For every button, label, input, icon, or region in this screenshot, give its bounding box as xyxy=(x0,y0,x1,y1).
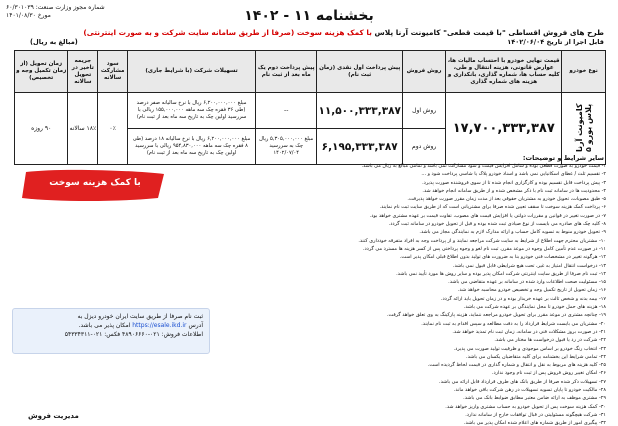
final-price: ۱۷,۷۰۰,۳۳۳,۳۸۷ xyxy=(446,93,562,165)
th-model: نوع خودرو xyxy=(562,51,606,93)
info-suffix: امکان پذیر می باشد. xyxy=(78,322,131,329)
plan-name: طرح های فروش اقساطی "با قیمت قطعی" کامیونت آرنا پلاس xyxy=(374,28,604,37)
table-header-row xyxy=(15,51,606,93)
prepay1-row2: ۶,۱۹۵,۳۳۳,۳۸۷ xyxy=(317,129,402,165)
plan-highlight: با کمک هزینه سوخت (صرفا از طریق سامانه سایت شرکت و به صورت اینترنتی) xyxy=(83,28,372,37)
condition-item: ۲۳- انتخاب رنگ خودرو بر اساس موجودی و ظرفیت تولید صورت می پذیرد. xyxy=(453,345,606,352)
table-row xyxy=(15,93,606,129)
facility-row2: مبلغ ۶,۲۰۰,۰۰۰,۰۰۰ ریال با نرخ سالیانه ۱۸ درصد (طی ۸ فقره چک سه ماهه ۹۵۴,۸۳۰,۰۰۰ ریالی با سررسید اولین چک به تاریخ سه ماه بعد از ثبت نام) xyxy=(128,129,256,165)
condition-item: ۲۵- کلیه هزینه های مربوط به نقل و انتقال و شماره گذاری در قیمت لحاظ گردیده است. xyxy=(427,362,606,369)
sales-management-signature: مدیریت فروش xyxy=(28,412,79,420)
condition-item: ۱۳- درخواست انتقال امتیاز به غیر، تحت هیچ شرایطی قابل قبول نمی باشد. xyxy=(452,262,606,269)
prepay1-row1: ۱۱,۵۰۰,۳۳۳,۳۸۷ xyxy=(317,93,402,129)
prepay2-row1: -- xyxy=(255,93,316,129)
price-table xyxy=(14,50,606,165)
plan-dates-row xyxy=(30,38,604,46)
registration-info-box xyxy=(12,308,210,354)
th-profit: سود مشارکت سالانه xyxy=(98,51,128,93)
condition-item: ۹- تحویل خودرو منوط به تسویه کامل حساب و ارائه مدارک لازم به نمایندگی مجاز می باشد. xyxy=(419,229,606,236)
th-delivery: زمان تحویل (از زمان تکمیل وجه و تخصیص) xyxy=(15,51,68,93)
currency-note: (مبالغ به ریال) xyxy=(30,38,78,46)
condition-item: ۱۷- بیمه بدنه و شخص ثالث بر عهده خریدار بوده و در زمان تحویل باید ارائه گردد. xyxy=(440,295,606,302)
th-price: قیمت نهایی خودرو با احتساب مالیات ها، عوارض قانونی، هزینه انتقال و طی، کلیه حساب ها، شماره گذاری، بانکداری و هزینه های شماره گذاری xyxy=(446,51,562,93)
condition-item: ۱۴- ثبت نام صرفا از طریق سایت اینترنتی شرکت امکان پذیر بوده و سایر روش ها مورد تأیید نمی باشد. xyxy=(396,270,606,277)
method-2: روش دوم xyxy=(402,129,445,165)
condition-item: ۱- قیمت خودرو به صورت قطعی بوده و شامل افزایش قیمت و سود مشارکت نمی باشد و تمامی مبالغ به ریال می باشد. xyxy=(361,163,606,169)
plan-subtitle xyxy=(30,28,604,37)
condition-item: ۵- طبق مصوبات، تحویل خودرو به مشتریان حقوقی بعد از مدت زمان مقرر صورت خواهد پذیرفت. xyxy=(407,196,606,203)
condition-item: ۷- در صورت تغییر در قوانین و مقررات دولتی یا افزایش قیمت های مصوب، تفاوت قیمت بر عهده مشتری خواهد بود. xyxy=(369,212,606,219)
condition-item: ۱۶- زمان تحویل از تاریخ تکمیل وجه و تخصیص خودرو محاسبه خواهد شد. xyxy=(457,287,606,294)
condition-item: ۲۲- شرکت در رد یا قبول درخواست ها مختار می باشد. xyxy=(494,337,606,344)
condition-item: ۴- محدودیت ها در سامانه ثبت نام با ذکر مشخص شده و از طریق سامانه انجام خواهد شد. xyxy=(422,187,606,194)
condition-item: ۱۸- هزینه های حمل خودرو تا محل نمایندگی بر عهده شرکت می باشد. xyxy=(463,304,606,311)
condition-item: ۳۲- پیگیری امور از طریق شماره های اعلام شده امکان پذیر می باشد. xyxy=(463,420,606,426)
permit-date: ۱۴۰۱/۰۸/۳۰ مورخ xyxy=(6,12,51,19)
condition-item: ۱۱- در صورت عدم تأمین کامل وجوه در موعد مقرر، ثبت نام لغو و وجوه پرداختی پس از کسر هزینه ها مسترد می گردد. xyxy=(362,245,606,252)
condition-item: ۲۱- در صورت بروز مشکلات فنی در سامانه، زمان ثبت نام تمدید خواهد شد. xyxy=(452,328,606,335)
th-penalty: جریمه تاخیر در تحویل سالانه xyxy=(68,51,98,93)
fuel-support-text: با کمک هزینه سوخت xyxy=(49,178,141,188)
condition-item: ۲- تقسیم ثلث / عطای اسکانیایی نمی باشد و اسناد خودرو پلاک یا شاسی پرداخت شود و ... xyxy=(421,171,606,178)
condition-item: ۶- پرداخت کمک هزینه سوخت تا سقف تعیین شده صرفا برای مشتریانی است که از طریق سایت ثبت نام نمایند. xyxy=(379,204,606,211)
condition-item: ۲۷- تسهیلات ذکر شده صرفا از طریق بانک های طرف قرارداد قابل ارائه می باشد. xyxy=(439,378,606,385)
th-prepay2: پیش پرداخت دوم یک ماه بعد از ثبت نام xyxy=(255,51,316,93)
condition-item: ۱۵- مسئولیت صحت اطلاعات وارد شده در سامانه بر عهده متقاضی می باشد. xyxy=(448,279,606,286)
delivery-cell: ۹۰ روزه xyxy=(15,93,68,165)
esale-link[interactable]: https://esale.ikd.ir xyxy=(132,322,187,329)
prepay2-row2: مبلغ ۵,۳۰۵,۰۰۰,۰۰۰ ریال چک به سررسید ۱۴۰۲/۰۷/۰۴ xyxy=(255,129,316,165)
condition-item: ۳- پیش پرداخت قابل تقسیم بوده و کارگزاری انجام شده تا از سوی فروشنده صورت پذیرد. xyxy=(422,179,606,186)
condition-item: ۳۱- شرکت هیچگونه مسئولیتی در قبال توافقات خارج از سامانه ندارد. xyxy=(465,411,606,418)
facility-row1: مبلغ ۶,۲۰۰,۰۰۰,۰۰۰ ریال با نرخ سالیانه صفر درصد (طی ۳۶ فقره چک سه ماهه ۱۵۵,۰۰۰,۰۰۰ ریالی با سررسید اولین چک به تاریخ سه ماه بعد از ثبت نام) xyxy=(128,93,256,129)
info-prefix: آدرس xyxy=(188,322,203,329)
condition-item: ۲۴- تمامی شرایط این بخشنامه برای کلیه متقاضیان یکسان می باشد. xyxy=(466,353,606,360)
info-line-2 xyxy=(19,321,203,330)
condition-item: ۲۹- مشتری موظف به ارائه ضامن معتبر مطابق ضوابط بانک می باشد. xyxy=(463,395,606,402)
condition-item: ۲۰- مشتریان می بایست شرایط قرارداد را به دقت مطالعه و سپس اقدام به ثبت نام نمایند. xyxy=(421,320,606,327)
condition-item: ۸- کلیه چک های صادره می بایست از نوع صیادی ثبت شده بوده و قبل از تحویل خودرو در سامانه ثبت گردد. xyxy=(388,221,606,228)
condition-item: ۱۲- هرگونه تغییر در مشخصات فنی خودرو بنا به ضرورت های تولید بدون اطلاع قبلی امکان پذیر است. xyxy=(399,254,606,261)
info-line-1: ثبت نام صرفا از طریق سایت ایران خودرو دیزل به xyxy=(77,313,203,320)
th-facility: تسهیلات شرکت (با شرایط جاری) xyxy=(128,51,256,93)
conditions-title: سایر شرایط و توضیحات: xyxy=(522,154,604,162)
profit-cell: ۰٪ xyxy=(98,93,128,165)
info-line-3: اطلاعات فروش: ۰۲۱-۴۸۹۰۶۶۶۰ فکس: ۰۲۱-۵۴۳۳۴۳۱۱ xyxy=(64,331,203,338)
effective-date: قابل اجرا از تاریخ ۱۴۰۲/۰۶/۰۴ xyxy=(507,38,604,46)
condition-item: ۲۶- امکان تغییر روش فروش پس از ثبت نام وجود ندارد. xyxy=(491,370,606,377)
permit-number: شماره مجوز وزارت صنعت: ۶۰/۳۰۱۰۳۹ xyxy=(6,4,105,11)
th-prepay1: پیش پرداخت اول نقدی (زمان ثبت نام) xyxy=(317,51,402,93)
penalty-cell: ۱۸٪ سالانه xyxy=(68,93,98,165)
condition-item: ۱۹- چنانچه مشتری در موعد مقرر برای تحویل خودرو مراجعه ننماید، هزینه پارکینگ به وی تعلق خواهد گرفت. xyxy=(386,312,606,319)
page-title: بخشنامه ۱۱ - ۱۴۰۲ xyxy=(244,8,374,24)
th-method: روش فروش xyxy=(402,51,445,93)
model-name: کامیونت آرنا پلاس یورو ۵ xyxy=(574,103,593,152)
condition-item: ۱۰- مشتریان محترم جهت اطلاع از شرایط به سایت شرکت مراجعه نمایند و از پرداخت وجه به افراد متفرقه خودداری کنند. xyxy=(358,237,606,244)
method-1: روش اول xyxy=(402,93,445,129)
condition-item: ۲۸- مالکیت خودرو تا پایان تسویه تسهیلات در رهن شرکت باقی خواهد ماند. xyxy=(453,387,606,394)
condition-item: ۳۰- کمک هزینه سوخت پس از تحویل خودرو به حساب مشتری واریز خواهد شد. xyxy=(445,403,606,410)
